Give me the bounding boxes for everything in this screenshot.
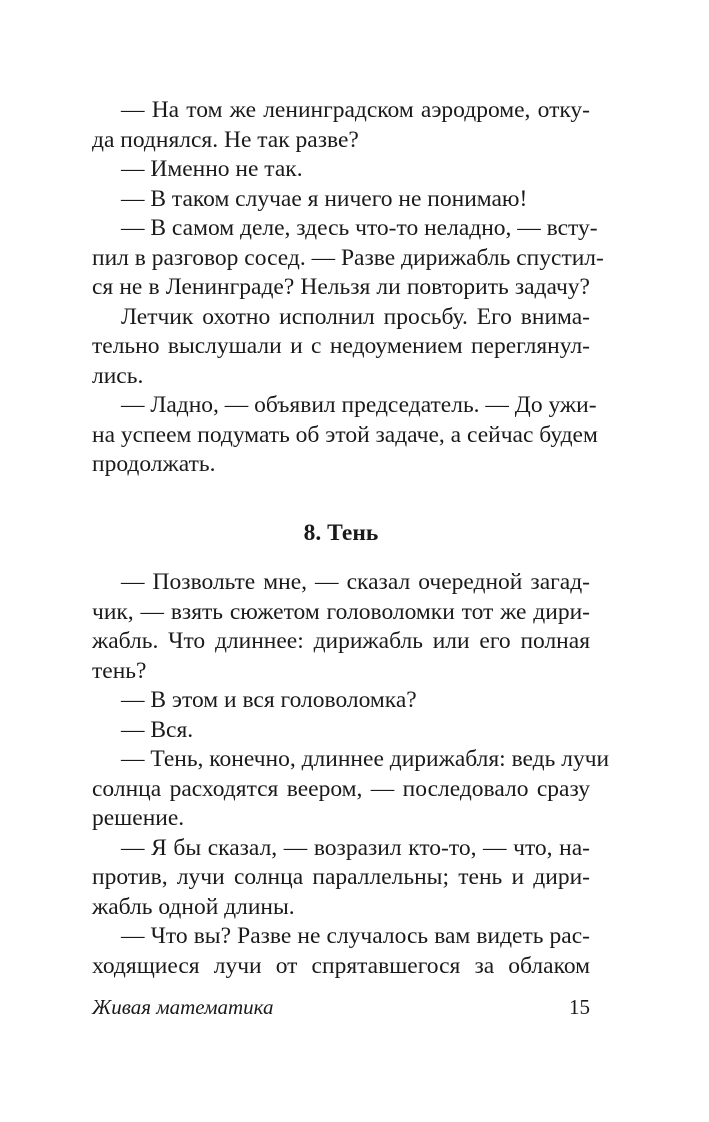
section-heading: 8. Тень (303, 519, 379, 546)
text-line: — В самом деле, здесь что-то неладно, — всту- (121, 215, 598, 241)
paragraph (92, 214, 604, 303)
paragraph (92, 96, 590, 155)
text-line: Летчик охотно исполнил просьбу. Его внима- (121, 303, 590, 330)
text-line: — Тень, конечно, длиннее дирижабля: ведь лучи (121, 746, 610, 772)
text-line: против, лучи солнца параллельны; тень и дири- (92, 864, 590, 890)
paragraph (92, 155, 590, 185)
page-body (92, 96, 610, 981)
text-line: продолжать. (92, 451, 216, 477)
text-line: ходящиеся лучи от спрятавшегося за облаком (92, 952, 590, 979)
paragraph (92, 686, 590, 716)
paragraph (92, 568, 590, 686)
text-line: жабль одной длины. (92, 893, 295, 920)
paragraph (92, 834, 590, 923)
book-title: Живая математика (92, 995, 274, 1019)
text-line: — Позвольте мне, — сказал очередной загад- (121, 569, 590, 595)
text-line: да поднялся. Не так разве? (92, 126, 359, 153)
section-1 (92, 96, 604, 480)
paragraph (92, 391, 598, 480)
text-line: — Именно не так. (121, 156, 303, 182)
text-line: — Ладно, — объявил председатель. — До ужи- (121, 392, 597, 418)
text-line: — В этом и вся головоломка? (121, 687, 417, 713)
text-line: тельно выслушали и с недоумением переглянул- (92, 333, 590, 359)
text-line: солнца расходятся веером, — последовало сразу (92, 775, 590, 802)
paragraph (92, 303, 590, 392)
text-line: — Вся. (121, 716, 194, 743)
text-line: лись. (92, 362, 144, 389)
text-line: — В таком случае я ничего не понимаю! (121, 185, 528, 212)
text-line: — Что вы? Разве не случалось вам видеть рас- (121, 923, 590, 949)
page-number: 15 (569, 995, 590, 1019)
text-line: на успеем подумать об этой задаче, а сейчас будем (92, 421, 598, 448)
text-line: ся не в Ленинграде? Нельзя ли повторить задачу? (92, 274, 590, 300)
text-line: тень? (92, 657, 147, 684)
text-line: пил в разговор сосед. — Разве дирижабль спустил- (92, 244, 604, 271)
text-line: чик, — взять сюжетом головоломки тот же дири- (92, 598, 590, 625)
section-2 (92, 568, 610, 981)
text-line: решение. (92, 805, 185, 831)
text-line: — На том же ленинградском аэродроме, отку- (121, 97, 590, 123)
text-line: — Я бы сказал, — возразил кто-то, — что, на- (121, 834, 590, 861)
paragraph (92, 745, 610, 834)
paragraph (92, 185, 590, 215)
paragraph (92, 922, 590, 981)
text-line: жабль. Что длиннее: дирижабль или его полная (92, 628, 590, 654)
paragraph (92, 716, 590, 746)
